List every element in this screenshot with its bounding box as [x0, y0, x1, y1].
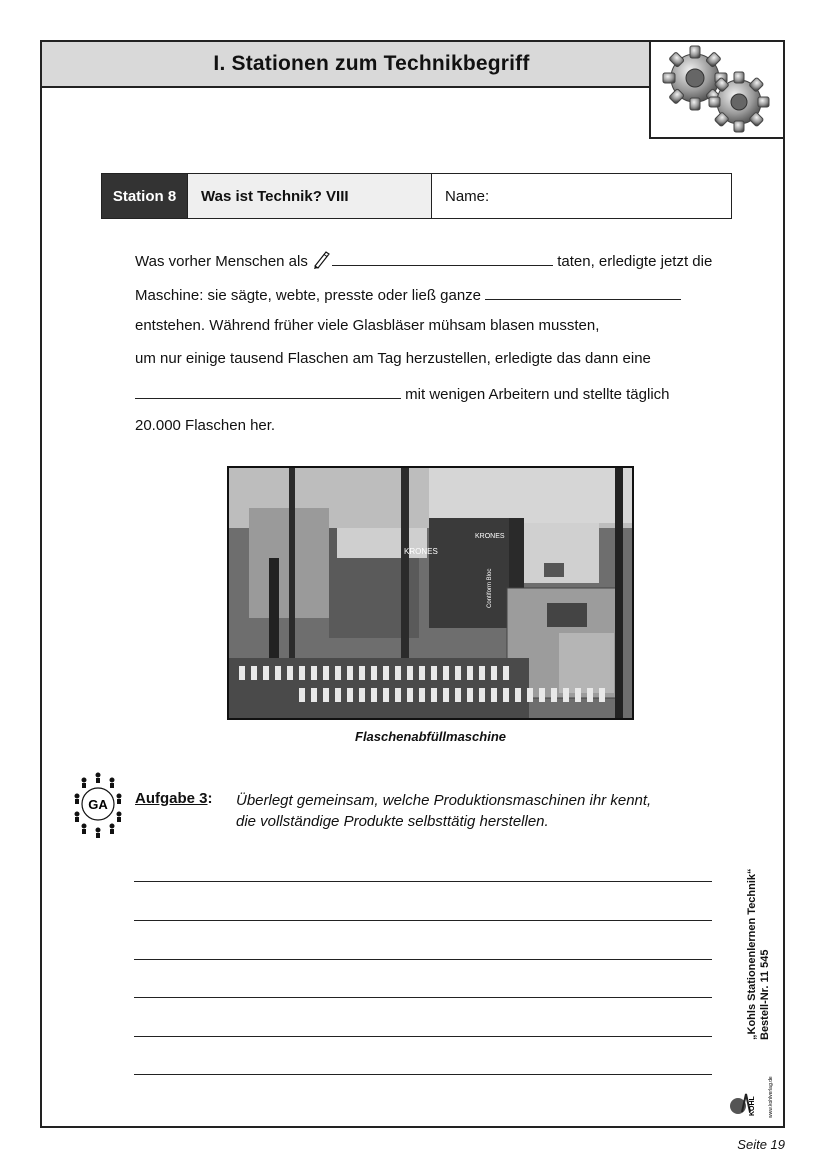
order-number: Bestell-Nr. 11 545	[759, 949, 771, 1040]
answer-line[interactable]	[134, 959, 712, 960]
name-field[interactable]	[432, 174, 731, 218]
task-line-1: Überlegt gemeinsam, welche Produktionsmaschinen ihr kennt,	[236, 792, 652, 809]
text-fragment: Maschine: sie sägte, webte, presste oder ließ ganze	[135, 287, 482, 304]
publisher-url: www.kohlverlag.de	[768, 1076, 774, 1118]
text-line-3: entstehen. Während früher viele Glasbläser mühsam blasen mussten,	[135, 317, 600, 334]
answer-line[interactable]	[134, 920, 712, 921]
answer-line[interactable]	[134, 881, 712, 882]
book-reference	[746, 868, 772, 1040]
answer-line[interactable]	[134, 1036, 712, 1037]
blank-1[interactable]	[332, 251, 553, 266]
book-title: „Kohls Stationenlernen Technik“	[746, 868, 758, 1040]
pencil-icon	[312, 249, 330, 269]
bottling-machine-photo	[227, 466, 634, 720]
text-line-1	[135, 249, 712, 270]
task-label-text: Aufgabe 3	[135, 790, 208, 807]
photo-caption: Flaschenabfüllmaschine	[355, 729, 506, 744]
gears-icon	[651, 42, 783, 137]
blank-3[interactable]	[135, 384, 401, 399]
station-title: Was ist Technik? VIII	[187, 174, 432, 218]
text-fragment: mit wenigen Arbeitern und stellte täglich	[405, 386, 670, 403]
page-number: Seite 19	[737, 1137, 785, 1152]
text-fragment: taten, erledigte jetzt die	[557, 253, 713, 270]
group-work-icon	[72, 770, 124, 838]
task-label	[135, 790, 213, 807]
text-line-5	[135, 384, 670, 403]
publisher-logo	[728, 1050, 778, 1120]
photo-label: Contiform Bloc	[487, 568, 493, 608]
photo-label: KRONES	[404, 547, 438, 556]
text-fragment: Was vorher Menschen als	[135, 253, 308, 270]
station-header	[101, 173, 732, 219]
task-line-2: die vollständige Produkte selbsttätig herstellen.	[236, 813, 549, 830]
text-line-4: um nur einige tausend Flaschen am Tag herzustellen, erledigte das dann eine	[135, 350, 651, 367]
answer-line[interactable]	[134, 1074, 712, 1075]
publisher-name: KOHL	[749, 1096, 756, 1116]
task-colon: :	[207, 790, 213, 807]
photo-label: KRONES	[475, 533, 505, 540]
ga-badge: GA	[88, 797, 108, 812]
answer-line[interactable]	[134, 997, 712, 998]
name-label: Name:	[445, 187, 490, 205]
blank-2[interactable]	[485, 285, 681, 300]
text-line-2	[135, 285, 681, 304]
station-number: Station 8	[102, 174, 187, 218]
task-text	[236, 790, 651, 832]
page-title: I. Stationen zum Technikbegriff	[213, 52, 530, 75]
text-line-6: 20.000 Flaschen her.	[135, 417, 276, 434]
header-bar	[40, 40, 651, 88]
gear-box	[649, 40, 785, 139]
